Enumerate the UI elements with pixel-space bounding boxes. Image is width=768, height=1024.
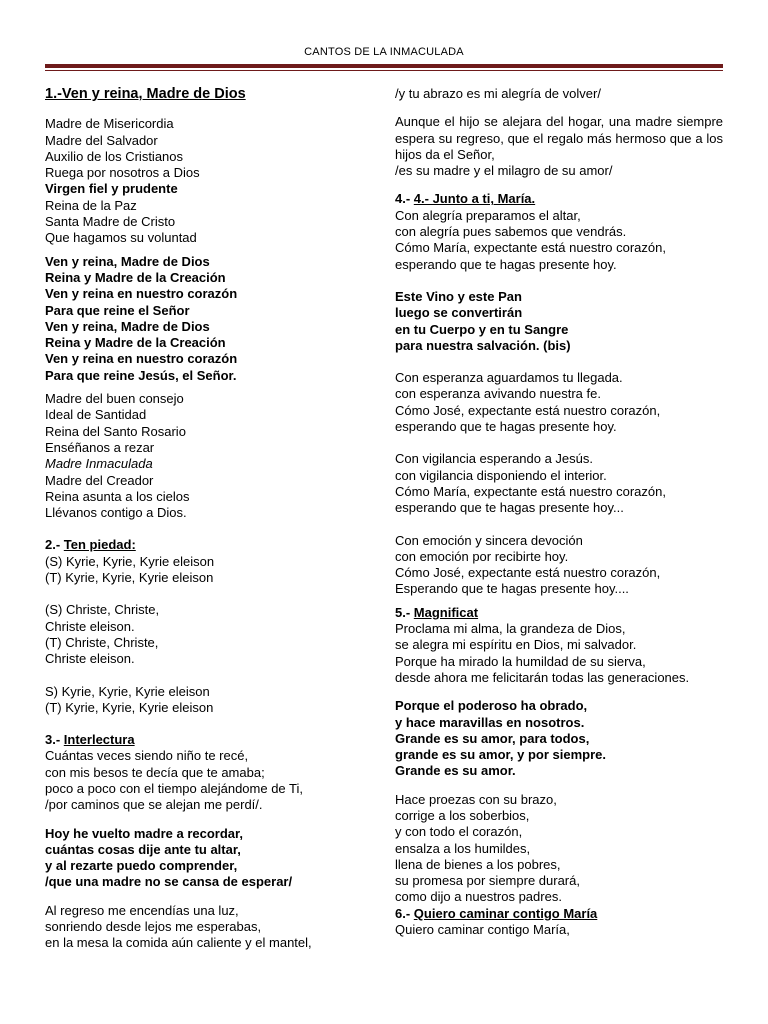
chorus-line: Ven y reina en nuestro corazón <box>45 351 238 367</box>
lyric-line: Quiero caminar contigo María, <box>395 922 570 938</box>
lyric-line: con alegría pues sabemos que vendrás. <box>395 224 627 240</box>
song-2-heading <box>45 537 345 553</box>
lyric-line: Madre de Misericordia <box>45 116 174 132</box>
left-column <box>45 86 345 952</box>
lyric-line: Christe eleison. <box>45 651 135 667</box>
lyric-line: Madre del Creador <box>45 472 154 488</box>
lyric-line: (S) Christe, Christe, <box>45 602 160 618</box>
lyric-line: con mis besos te decía que te amaba; <box>45 764 265 780</box>
lyric-line: Santa Madre de Cristo <box>45 214 176 230</box>
song-1-chorus <box>45 254 345 384</box>
lyric-line: Al regreso me encendías una luz, <box>45 902 239 918</box>
lyric-line: Cómo José, expectante está nuestro corazón, <box>395 402 661 418</box>
song-2-title: Ten piedad: <box>63 537 136 553</box>
lyric-line: su promesa por siempre durará, <box>395 873 580 889</box>
chorus-line: /que una madre no se cansa de esperar/ <box>45 874 293 890</box>
lyric-line: ensalza a los humildes, <box>395 840 531 856</box>
lyric-line: con emoción por recibirte hoy. <box>395 548 569 564</box>
lyric-line: con vigilancia disponiendo el interior. <box>395 467 607 483</box>
song-3-chorus <box>45 826 345 891</box>
lyric-line: Madre del buen consejo <box>45 391 184 407</box>
lyric-line: poco a poco con el tiempo alejándome de Ti, <box>45 780 304 796</box>
lyric-line: Que hagamos su voluntad <box>45 230 197 246</box>
lyric-line: Auxilio de los Cristianos <box>45 148 184 164</box>
lyric-line: (T) Kyrie, Kyrie, Kyrie eleison <box>45 570 214 586</box>
lyric-line: Cómo María, expectante está nuestro corazón, <box>395 240 666 256</box>
song-1-title: 1.-Ven y reina, Madre de Dios <box>45 86 246 102</box>
lyric-line: Porque ha mirado la humildad de su sierva, <box>395 653 646 669</box>
chorus-line: luego se convertirán <box>395 305 523 321</box>
page-header: CANTOS DE LA INMACULADA <box>304 46 464 58</box>
lyric-line: en la mesa la comida aún caliente y el mantel, <box>45 935 312 951</box>
chorus-line: Para que reine Jesús, el Señor. <box>45 367 237 383</box>
lyric-line: esperando que te hagas presente hoy... <box>395 500 624 516</box>
song-5-chorus <box>395 698 723 779</box>
lyric-line: /es su madre y el milagro de su amor/ <box>395 163 613 179</box>
song-3-title: Interlectura <box>63 732 135 748</box>
lyric-line: Con vigilancia esperando a Jesús. <box>395 451 594 467</box>
lyric-line: Reina del Santo Rosario <box>45 423 186 439</box>
lyric-line: y con todo el corazón, <box>395 824 523 840</box>
lyric-line: Cómo María, expectante está nuestro corazón, <box>395 483 666 499</box>
chorus-line: Reina y Madre de la Creación <box>45 269 226 285</box>
chorus-line: Para que reine el Señor <box>45 302 190 318</box>
chorus-line: cuántas cosas dije ante tu altar, <box>45 841 241 857</box>
song-3-heading <box>45 732 345 748</box>
lyric-line: Con esperanza aguardamos tu llegada. <box>395 370 623 386</box>
lyric-line: Ruega por nosotros a Dios <box>45 165 200 181</box>
lyric-line: Cómo José, expectante está nuestro corazón, <box>395 565 661 581</box>
lyric-line: Proclama mi alma, la grandeza de Dios, <box>395 621 626 637</box>
lyric-line: sonriendo desde lejos me esperabas, <box>45 919 262 935</box>
header-rule-thin <box>45 70 723 71</box>
lyric-line: Christe eleison. <box>45 618 135 634</box>
lyric-line: /por caminos que se alejan me perdí/. <box>45 797 263 813</box>
lyric-line: /y tu abrazo es mi alegría de volver/ <box>395 86 601 101</box>
lyric-line: con esperanza avivando nuestra fe. <box>395 386 601 402</box>
song-5-heading <box>395 605 723 621</box>
chorus-line: Ven y reina, Madre de Dios <box>45 318 210 334</box>
lyric-line: (T) Kyrie, Kyrie, Kyrie eleison <box>45 699 214 715</box>
song-6-heading <box>395 906 723 922</box>
lyric-line: llena de bienes a los pobres, <box>395 856 561 872</box>
lyric-line: Enséñanos a rezar <box>45 439 155 455</box>
header-rule <box>45 64 723 68</box>
lyric-paragraph: Aunque el hijo se alejara del hogar, una madre siempre espera su regreso, que el regalo más hermoso que a los hijos da el Señor, <box>395 114 723 162</box>
lyric-line-italic: Madre Inmaculada <box>45 456 153 472</box>
chorus-line: para nuestra salvación. (bis) <box>395 337 571 353</box>
lyric-line: Esperando que te hagas presente hoy.... <box>395 581 629 597</box>
lyric-line: Ideal de Santidad <box>45 407 147 423</box>
lyric-line: corrige a los soberbios, <box>395 807 530 823</box>
chorus-line: en tu Cuerpo y en tu Sangre <box>395 321 569 337</box>
chorus-line: Ven y reina, Madre de Dios <box>45 253 210 269</box>
lyric-line: se alegra mi espíritu en Dios, mi salvador. <box>395 637 637 653</box>
chorus-line: y al rezarte puedo comprender, <box>45 858 238 874</box>
song-6-title: Quiero caminar contigo María <box>413 905 598 921</box>
lyric-line: Llévanos contigo a Dios. <box>45 505 187 521</box>
lyric-line: (S) Kyrie, Kyrie, Kyrie eleison <box>45 553 215 569</box>
chorus-line: Grande es su amor, para todos, <box>395 730 590 746</box>
chorus-line: y hace maravillas en nosotros. <box>395 714 585 730</box>
song-3-number: 3.- <box>45 732 64 748</box>
song-4-heading <box>395 191 723 207</box>
lyric-line: como dijo a nuestros padres. <box>395 889 562 905</box>
song-4-title: 4.- Junto a ti, María. <box>413 191 536 207</box>
chorus-line: Grande es su amor. <box>395 763 516 779</box>
chorus-line: Reina y Madre de la Creación <box>45 335 226 351</box>
chorus-line: Este Vino y este Pan <box>395 288 522 304</box>
chorus-line: Ven y reina en nuestro corazón <box>45 286 238 302</box>
song-6-number: 6.- <box>395 905 414 921</box>
lyric-line: Hace proezas con su brazo, <box>395 791 557 807</box>
song-5-title: Magnificat <box>413 604 479 620</box>
chorus-line: Porque el poderoso ha obrado, <box>395 698 588 714</box>
lyric-line: desde ahora me felicitarán todas las generaciones. <box>395 669 690 685</box>
lyric-line: esperando que te hagas presente hoy. <box>395 419 617 435</box>
lyric-line: Con emoción y sincera devoción <box>395 532 583 548</box>
song-4-chorus <box>395 289 723 354</box>
chorus-line: grande es su amor, y por siempre. <box>395 747 606 763</box>
chorus-line: Hoy he vuelto madre a recordar, <box>45 825 243 841</box>
lyric-line: esperando que te hagas presente hoy. <box>395 256 617 272</box>
lyric-line: Reina de la Paz <box>45 197 137 213</box>
lyric-line: Reina asunta a los cielos <box>45 488 190 504</box>
lyric-line: (T) Christe, Christe, <box>45 634 159 650</box>
lyric-line: Con alegría preparamos el altar, <box>395 207 581 223</box>
song-5-number: 5.- <box>395 604 414 620</box>
lyric-line: Cuántas veces siendo niño te recé, <box>45 748 249 764</box>
lyric-line-bold: Virgen fiel y prudente <box>45 181 178 197</box>
song-2-number: 2.- <box>45 537 64 553</box>
lyric-line: S) Kyrie, Kyrie, Kyrie eleison <box>45 683 210 699</box>
lyric-line: Madre del Salvador <box>45 132 158 148</box>
right-column <box>395 86 723 938</box>
song-4-number: 4.- <box>395 191 414 207</box>
